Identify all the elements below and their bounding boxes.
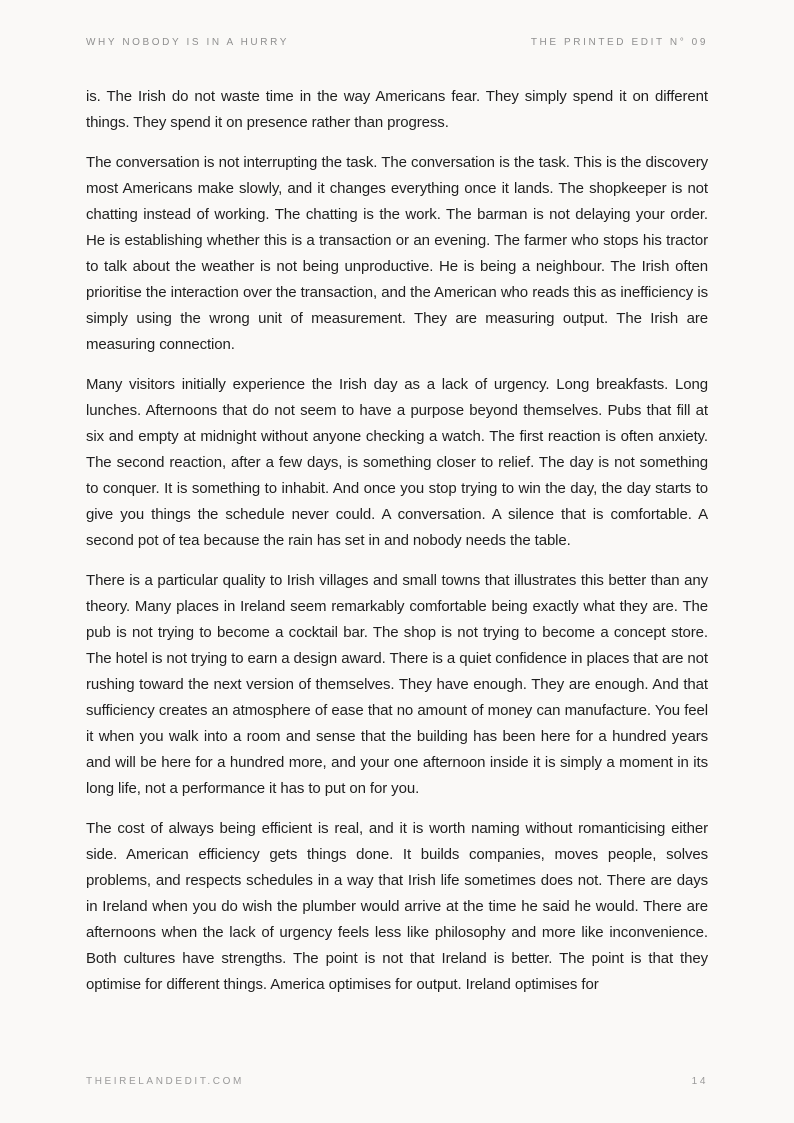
paragraph-4: There is a particular quality to Irish villages and small towns that illustrates this better than any theory. Many places in Ireland seem remarkably comfortable being exactly what they are. The pub is not trying to become a cocktail bar. The shop is not trying to become a concept store. The hotel is not trying to earn a design award. There is a quiet confidence in places that are not rushing toward the next version of themselves. They have enough. They are enough. And that sufficiency creates an atmosphere of ease that no amount of money can manufacture. You feel it when you walk into a room and sense that the building has been here for a hundred years and will be here for a hundred more, and your one afternoon inside it is simply a moment in its long life, not a performance it has to put on for you. xyxy=(86,572,708,797)
article-body xyxy=(86,84,708,1012)
publication-issue: THE PRINTED EDIT N° 09 xyxy=(530,37,708,48)
paragraph-5: The cost of always being efficient is real, and it is worth naming without romanticising either side. American efficiency gets things done. It builds companies, moves people, solves problems, and respects schedules in a way that Irish life sometimes does not. There are days in Ireland when you do wish the plumber would arrive at the time he said he would. There are afternoons when the lack of urgency feels less like philosophy and more like inconvenience. Both cultures have strengths. The point is not that Ireland is better. The point is that they optimise for different things. America optimises for output. Ireland optimises for xyxy=(86,820,708,993)
page-footer xyxy=(86,1076,708,1087)
running-header-title: WHY NOBODY IS IN A HURRY xyxy=(86,37,289,48)
running-header xyxy=(86,37,708,48)
site-url: THEIRELANDEDIT.COM xyxy=(86,1076,244,1087)
paragraph-3: Many visitors initially experience the Irish day as a lack of urgency. Long breakfasts. Long lunches. Afternoons that do not seem to have a purpose beyond themselves. Pubs that fill at six and empty at midnight without anyone checking a watch. The first reaction is often anxiety. The second reaction, after a few days, is something closer to relief. The day is not something to conquer. It is something to inhabit. And once you stop trying to win the day, the day starts to give you things the schedule never could. A conversation. A silence that is comfortable. A second pot of tea because the rain has set in and nobody needs the table. xyxy=(86,376,708,549)
paragraph-2: The conversation is not interrupting the task. The conversation is the task. This is the discovery most Americans make slowly, and it changes everything once it lands. The shopkeeper is not chatting instead of working. The chatting is the work. The barman is not delaying your order. He is establishing whether this is a transaction or an evening. The farmer who stops his tractor to talk about the weather is not being unproductive. He is being a neighbour. The Irish often prioritise the interaction over the transaction, and the American who reads this as inefficiency is simply using the wrong unit of measurement. They are measuring output. The Irish are measuring connection. xyxy=(86,154,708,353)
page-number: 14 xyxy=(691,1076,708,1087)
paragraph-1: is. The Irish do not waste time in the way Americans fear. They simply spend it on different things. They spend it on presence rather than progress. xyxy=(86,88,708,131)
